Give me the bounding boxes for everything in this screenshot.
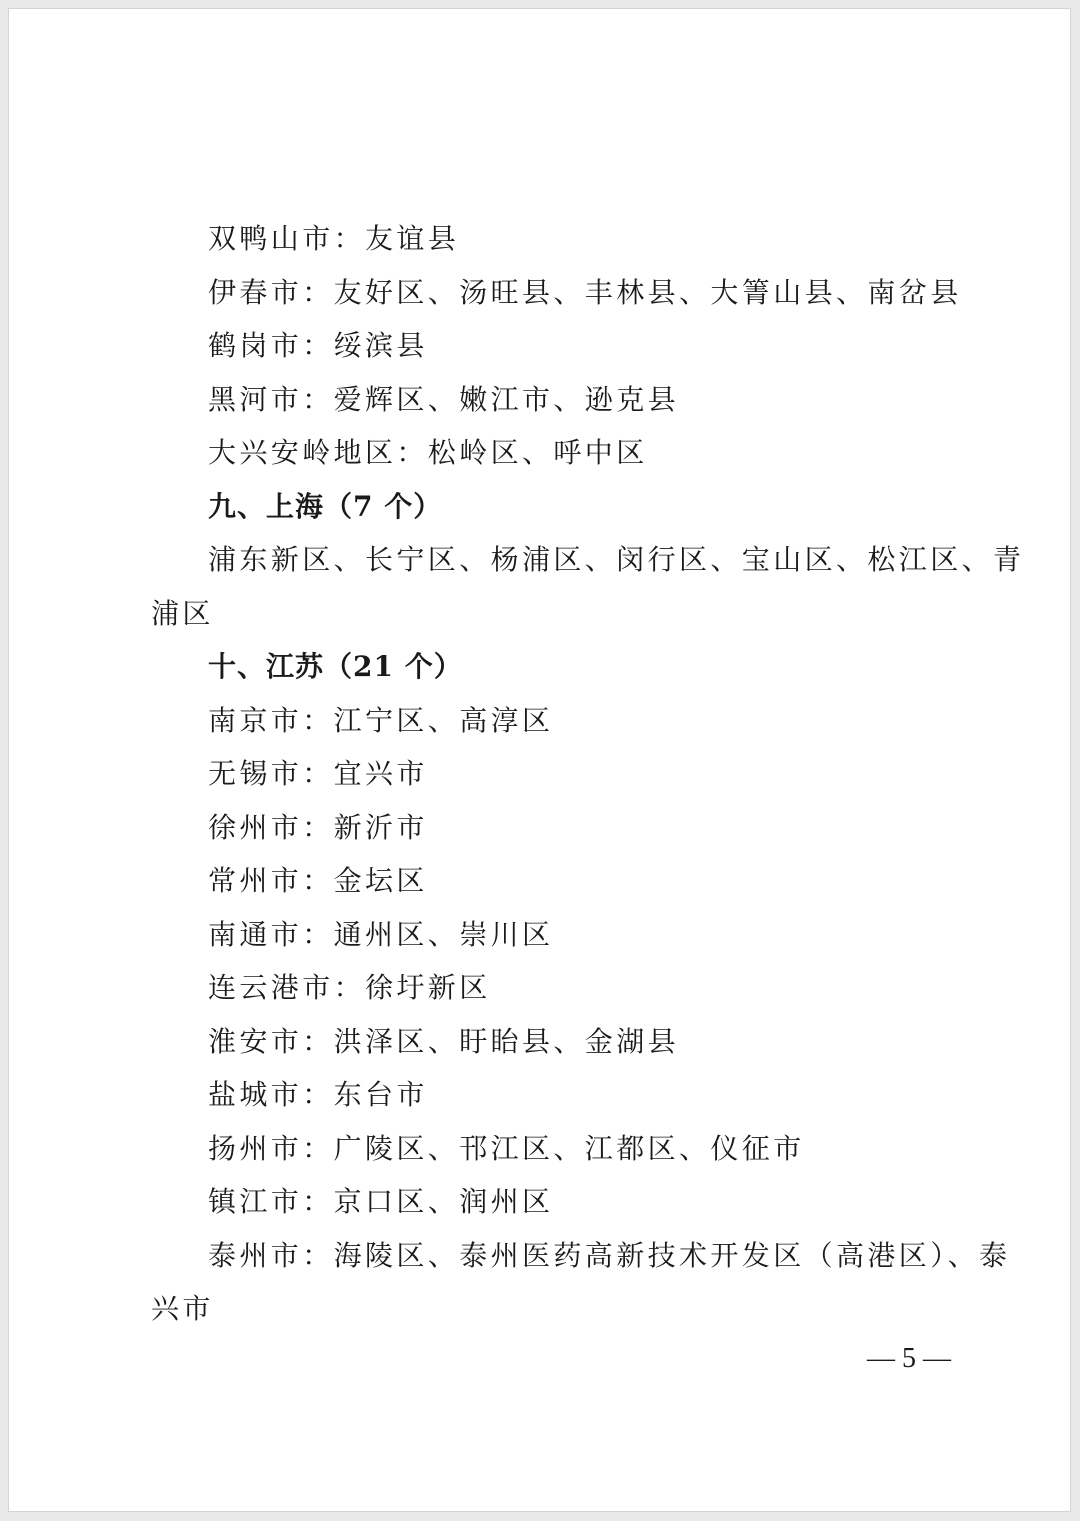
text-line: 浦东新区、长宁区、杨浦区、闵行区、宝山区、松江区、青 [208,543,1025,576]
text-line: 大兴安岭地区：松岭区、呼中区 [208,436,648,469]
text-line: 伊春市：友好区、汤旺县、丰林县、大箐山县、南岔县 [208,275,962,309]
text-line: 鹤岗市：绥滨县 [208,329,428,362]
text-line: 无锡市：宜兴市 [208,757,428,790]
text-line: 镇江市：京口区、润州区 [208,1185,554,1218]
document-page [8,8,1071,1512]
text-line: 连云港市：徐圩新区 [208,971,491,1004]
text-line: 黑河市：爱辉区、嫩江市、逊克县 [208,382,680,416]
text-line: 南京市：江宁区、高淳区 [208,703,554,737]
text-line: 兴市 [151,1292,214,1325]
section-heading: 九、上海（7 个） [208,489,443,523]
text-line: 泰州市：海陵区、泰州医药高新技术开发区（高港区）、泰 [208,1238,1011,1272]
text-line: 双鸭山市：友谊县 [208,222,460,255]
text-line: 盐城市：东台市 [208,1078,428,1111]
text-line: 徐州市：新沂市 [208,810,428,844]
text-line: 常州市：金坛区 [208,864,428,897]
document-body [151,212,1025,1336]
text-line: 扬州市：广陵区、邗江区、江都区、仪征市 [208,1131,805,1165]
text-line: 南通市：通州区、崇川区 [208,917,554,951]
text-line: 淮安市：洪泽区、盱眙县、金湖县 [208,1024,680,1058]
text-line: 浦区 [151,596,214,630]
section-heading: 十、江苏（21 个） [208,650,463,683]
page-number: — 5 — [867,1343,951,1374]
